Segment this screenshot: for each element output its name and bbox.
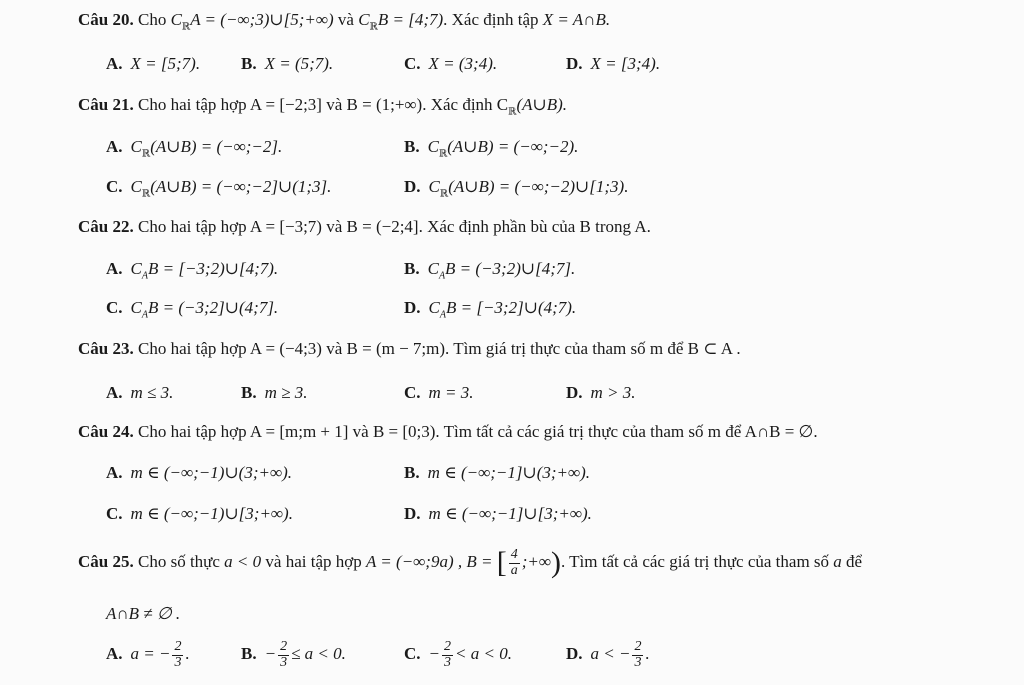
math-expr: (A∪B). (516, 95, 568, 114)
fraction-denominator: 3 (634, 654, 642, 670)
option-label: B. (241, 644, 257, 664)
question-number: Câu 22. (78, 217, 134, 236)
math-expr: B = [4;7) (377, 10, 444, 29)
option-c[interactable] (404, 640, 512, 670)
option-text: B = [−3;2]∪(4;7). (445, 298, 577, 317)
question-number: Câu 24. (78, 422, 134, 441)
fraction-numerator: 2 (444, 639, 452, 654)
question-text: Cho hai tập hợp A = [−2;3] và B = (1;+∞). Xác định C (137, 95, 509, 114)
option-b[interactable] (404, 259, 575, 281)
option-b[interactable] (404, 463, 590, 483)
option-subscript: A (439, 309, 446, 321)
option-label: A. (106, 54, 123, 73)
option-text: m = 3. (428, 383, 474, 402)
option-text: m ∈ (−∞;−1)∪(3;+∞). (130, 463, 293, 482)
option-text: m > 3. (590, 383, 636, 402)
option-pre: a = − (130, 644, 171, 664)
option-d[interactable] (566, 640, 650, 670)
option-subscript: ℝ (439, 188, 449, 200)
math-expr: a (833, 552, 842, 572)
option-subscript: A (438, 270, 446, 282)
option-text: (A∪B) = (−∞;−2]. (150, 137, 283, 156)
option-pre: − (264, 644, 277, 664)
option-text: X = (3;4). (428, 54, 498, 73)
option-label: A. (106, 259, 123, 278)
option-text: m ≥ 3. (264, 383, 308, 402)
question-number: Câu 20. (78, 10, 134, 29)
option-pre: − (428, 644, 441, 664)
option-label: B. (241, 383, 257, 402)
option-a[interactable] (106, 463, 292, 483)
option-pre: C (427, 137, 439, 156)
question-22 (78, 217, 651, 237)
math-subscript: ℝ (181, 21, 191, 33)
option-a[interactable] (106, 383, 173, 403)
option-b[interactable] (404, 137, 578, 159)
option-b[interactable] (241, 640, 346, 670)
option-c[interactable] (106, 504, 293, 524)
option-pre: C (428, 298, 440, 317)
fraction (632, 640, 643, 670)
question-text: . Xác định tập (443, 10, 543, 29)
option-d[interactable] (404, 177, 628, 199)
option-d[interactable] (566, 383, 636, 403)
fraction-numerator: 4 (510, 547, 518, 562)
fraction (442, 640, 453, 670)
option-pre: C (130, 298, 142, 317)
paren-close: ) (550, 546, 561, 580)
option-label: D. (566, 54, 583, 73)
fraction-denominator: a (510, 562, 518, 578)
option-label: A. (106, 644, 123, 664)
math-expr: A = (−∞;3)∪[5;+∞) (190, 10, 334, 29)
math-expr: ;+∞ (521, 552, 551, 572)
option-a[interactable] (106, 137, 282, 159)
fraction-denominator: 3 (174, 654, 182, 670)
math-expr: C (170, 10, 182, 29)
question-text: và hai tập hợp (261, 552, 366, 572)
option-b[interactable] (241, 383, 307, 403)
option-label: C. (404, 644, 421, 664)
option-pre: a < − (590, 644, 631, 664)
question-number: Câu 23. (78, 339, 134, 358)
fraction (278, 640, 289, 670)
option-label: C. (106, 298, 123, 317)
option-d[interactable] (404, 298, 576, 320)
option-text: B = [−3;2)∪[4;7). (147, 259, 279, 278)
option-label: D. (566, 644, 583, 664)
option-c[interactable] (404, 383, 474, 403)
math-expr: C (358, 10, 370, 29)
option-d[interactable] (404, 504, 592, 524)
option-pre: C (130, 177, 142, 196)
option-a[interactable] (106, 640, 190, 670)
option-b[interactable] (241, 54, 333, 74)
option-pre: C (130, 137, 142, 156)
option-text: X = [3;4). (590, 54, 661, 73)
fraction-numerator: 2 (174, 639, 182, 654)
option-text: m ∈ (−∞;−1]∪[3;+∞). (428, 504, 592, 523)
question-23 (78, 339, 741, 359)
option-subscript: ℝ (141, 188, 151, 200)
question-number: Câu 21. (78, 95, 134, 114)
option-label: D. (404, 177, 421, 196)
option-label: C. (404, 383, 421, 402)
option-post: ≤ a < 0. (291, 644, 346, 664)
question-text: Cho (137, 10, 171, 29)
question-25-line2: A∩B ≠ ∅ . (106, 604, 181, 623)
question-text: Cho hai tập hợp A = [m;m + 1] và B = [0;3). Tìm tất cả các giá trị thực của tham số m để A∩B = ∅. (137, 422, 818, 441)
option-text: B = (−3;2)∪[4;7]. (445, 259, 576, 278)
fraction-denominator: 3 (444, 654, 452, 670)
question-number: Câu 25. (78, 552, 134, 572)
fraction-denominator: 3 (280, 654, 288, 670)
option-subscript: ℝ (141, 148, 151, 160)
option-pre: C (428, 177, 440, 196)
question-20 (78, 10, 610, 32)
option-pre: C (427, 259, 439, 278)
option-text: m ∈ (−∞;−1)∪[3;+∞). (130, 504, 293, 523)
question-text: Cho hai tập hợp A = [−3;7) và B = (−2;4]. Xác định phần bù của B trong A. (137, 217, 651, 236)
option-label: D. (404, 298, 421, 317)
fraction-numerator: 2 (280, 639, 288, 654)
question-text: Cho hai tập hợp A = (−4;3) và B = (m − 7;m). Tìm giá trị thực của tham số m để B ⊂ A . (137, 339, 741, 358)
question-text: Cho số thực (137, 552, 225, 572)
option-text: (A∪B) = (−∞;−2). (447, 137, 579, 156)
option-text: (A∪B) = (−∞;−2]∪(1;3]. (150, 177, 332, 196)
option-subscript: ℝ (438, 148, 448, 160)
option-text: X = [5;7). (130, 54, 201, 73)
question-text: . Tìm tất cả các giá trị thực của tham số (560, 552, 834, 572)
option-post: . (185, 644, 190, 664)
option-label: D. (566, 383, 583, 402)
fraction (509, 548, 520, 578)
option-label: B. (404, 463, 420, 482)
fraction (172, 640, 183, 670)
option-post: < a < 0. (455, 644, 512, 664)
option-label: A. (106, 383, 123, 402)
option-subscript: A (141, 309, 148, 321)
question-25 (78, 548, 862, 578)
math-expr: X = A∩B. (542, 10, 611, 29)
option-label: B. (241, 54, 257, 73)
option-label: C. (106, 177, 123, 196)
question-24 (78, 422, 818, 442)
option-text: m ≤ 3. (130, 383, 174, 402)
option-post: . (645, 644, 650, 664)
option-c[interactable] (106, 177, 331, 199)
fraction-numerator: 2 (634, 639, 642, 654)
option-label: C. (106, 504, 123, 523)
question-text: để (841, 552, 863, 572)
option-c[interactable] (404, 54, 497, 74)
option-c[interactable] (106, 298, 278, 320)
math-subscript: ℝ (508, 106, 517, 118)
option-label: D. (404, 504, 421, 523)
option-label: B. (404, 137, 420, 156)
option-label: C. (404, 54, 421, 73)
bracket-open: [ (496, 546, 507, 580)
option-text: m ∈ (−∞;−1]∪(3;+∞). (427, 463, 591, 482)
option-label: A. (106, 463, 123, 482)
question-21 (78, 95, 567, 117)
option-pre: C (130, 259, 142, 278)
question-text: và (333, 10, 359, 29)
option-a[interactable] (106, 259, 278, 281)
math-expr: A = (−∞;9a) , B = (365, 552, 497, 572)
option-text: (A∪B) = (−∞;−2)∪[1;3). (448, 177, 629, 196)
math-subscript: ℝ (369, 21, 378, 33)
math-expr: a < 0 (224, 552, 262, 572)
option-label: B. (404, 259, 420, 278)
option-label: A. (106, 137, 123, 156)
option-a[interactable] (106, 54, 200, 74)
option-subscript: A (141, 270, 148, 282)
option-text: X = (5;7). (264, 54, 334, 73)
option-d[interactable] (566, 54, 660, 74)
option-text: B = (−3;2]∪(4;7]. (147, 298, 279, 317)
